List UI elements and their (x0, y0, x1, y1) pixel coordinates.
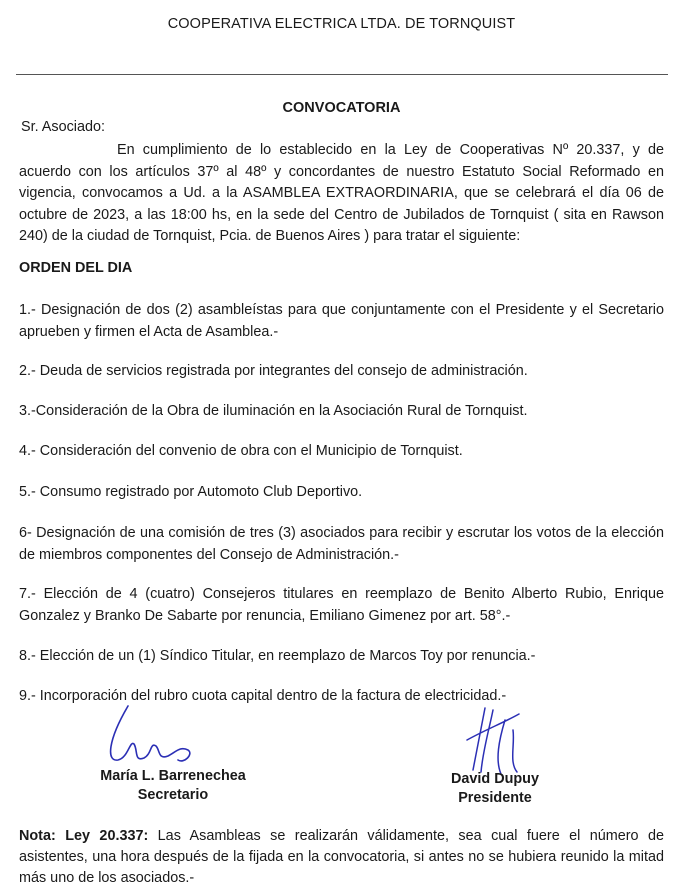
president-name: David Dupuy (451, 771, 539, 787)
organization-header: COOPERATIVA ELECTRICA LTDA. DE TORNQUIST (167, 16, 516, 32)
agenda-item-3: 3.-Consideración de la Obra de iluminación en la Asociación Rural de Tornquist. (19, 403, 528, 419)
agenda-item-6: 6- Designación de una comisión de tres (3) asociados para recibir y escrutar los votos de la elección de miembros componentes del Consejo de Administración.- (19, 525, 664, 563)
agenda-item-7: 7.- Elección de 4 (cuatro) Consejeros titulares en reemplazo de Benito Alberto Rubio, Enrique Gonzalez y Branko De Sabarte por renuncia, Emiliano Gimenez por art. 58°.- (19, 586, 664, 624)
president-role: Presidente (458, 790, 532, 806)
agenda-item-9: 9.- Incorporación del rubro cuota capital dentro de la factura de electricidad.- (19, 688, 507, 704)
agenda-item-8: 8.- Elección de un (1) Síndico Titular, en reemplazo de Marcos Toy por renuncia.- (19, 648, 536, 664)
intro-paragraph: En cumplimiento de lo establecido en la Ley de Cooperativas Nº 20.337, y de acuerdo con los artículos 37º al 48º y concordantes de nuestro Estatuto Social Reformado en vigencia, convocamos a Ud. a la ASAMBLEA EXTRAORDINARIA, que se celebrará el día 06 de octubre de 2023, a las 18:00 hs, en la sede del Centro de Jubilados de Tornquist ( sita en Rawson 240) de la ciudad de Tornquist, Pcia. de Buenos Aires ) para tratar el siguiente: (19, 142, 664, 244)
agenda-item-4: 4.- Consideración del convenio de obra con el Municipio de Tornquist. (19, 443, 463, 459)
salutation: Sr. Asociado: (21, 119, 105, 135)
note-label: Nota: Ley 20.337: (19, 828, 149, 844)
secretary-signature-graphic (98, 700, 208, 770)
agenda-heading: ORDEN DEL DIA (19, 260, 133, 276)
agenda-item-2: 2.- Deuda de servicios registrada por integrantes del consejo de administración. (19, 363, 528, 379)
secretary-role: Secretario (137, 787, 209, 803)
secretary-name: María L. Barrenechea (100, 768, 246, 784)
note-text: Las Asambleas se realizarán válidamente, sea cual fuere el número de asistentes, una hora después de la fijada en la convocatoria, si antes no se hubiera reunido la mitad más uno de los asociados.- (19, 828, 664, 886)
agenda-item-1: 1.- Designación de dos (2) asambleístas para que conjuntamente con el Presidente y el Secretario aprueben y firmen el Acta de Asamblea.- (19, 302, 664, 340)
secretary-signature (88, 767, 258, 805)
document-title: CONVOCATORIA (282, 100, 401, 116)
header-divider (16, 74, 668, 75)
president-signature (420, 770, 570, 808)
agenda-item-5: 5.- Consumo registrado por Automoto Club Deportivo. (19, 484, 363, 500)
legal-note (19, 826, 664, 889)
president-signature-graphic (455, 700, 535, 780)
